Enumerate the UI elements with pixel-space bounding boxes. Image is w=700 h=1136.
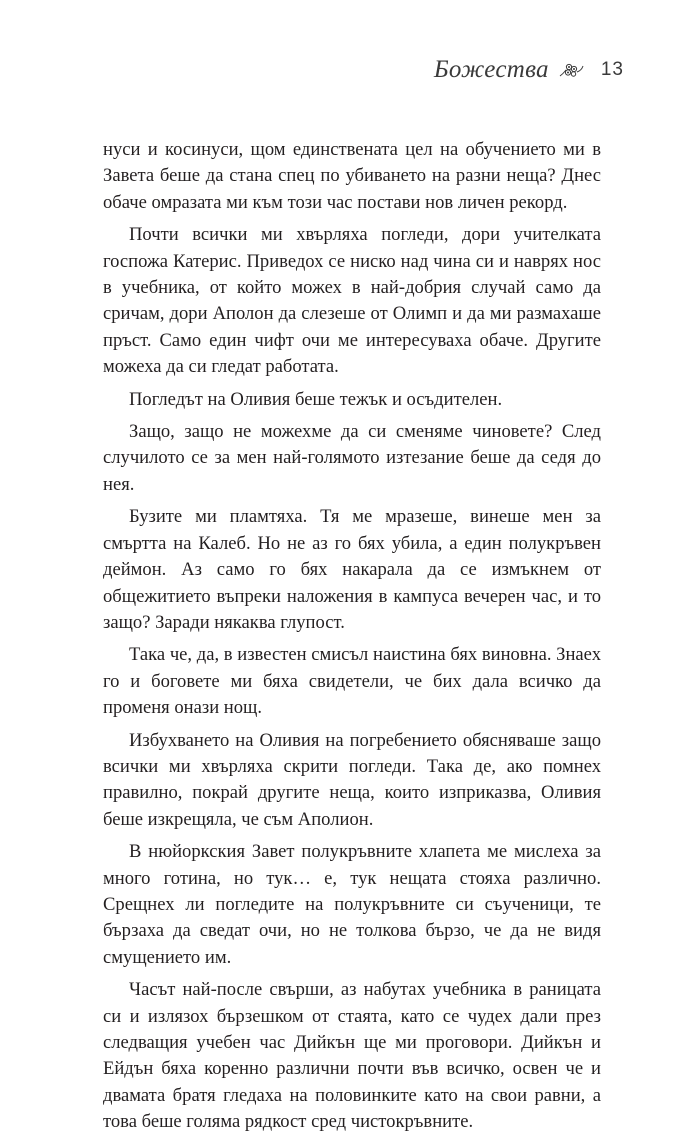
paragraph: Избухването на Оливия на погребението обясняваше защо всички ми хвърляха скрити погледи. Така де, ако помнех правилно, покрай другите неща, които изприказва, Оливия беше изкрещяла, че съм Аполион. [103,729,601,830]
paragraph: нуси и косинуси, щом единствената цел на обучението ми в Завета беше да стана спец по убиването на разни неща? Днес обаче омразата ми към този час постави нов личен рекорд. [103,139,601,213]
running-title: Божества [433,56,549,83]
paragraph: В нюйоркския Завет полукръвните хлапета ме мислеха за много готина, но тук… е, тук нещата стояха различно. Срещнех ли погледите на полукръвните си съученици, те бързаха да сведат очи, но не толкова бързо, че да не видя смущението им. [103,841,601,968]
page-number: 13 [600,59,624,80]
running-header [434,56,624,84]
body-text [103,137,601,1136]
paragraph: Бузите ми пламтяха. Тя ме мразеше, винеше мен за смъртта на Калеб. Но не аз го бях убила, а един полукръвен деймон. Аз само го бях накарала да се измъкнем от общежитието въпреки наложения в кампуса вечерен час, и то защо? Заради някаква глупост. [103,506,601,633]
paragraph: Почти всички ми хвърляха погледи, дори учителката госпожа Катерис. Приведох се ниско над чина си и наврях нос в учебника, от който можех в най-добрия случай само да сричам, дори Аполон да слезеше от Олимп и да ми размахаше пръст. Само един чифт очи ме интересуваха обаче. Другите можеха да си гледат работата. [103,224,601,378]
paragraph: Погледът на Оливия беше тежък и осъдителен. [129,388,503,410]
paragraph: Защо, защо не можехме да си сменяме чиновете? След случилото се за мен най-голямото изтезание беше да седя до нея. [103,421,601,495]
paragraph: Така че, да, в известен смисъл наистина бях виновна. Знаех го и боговете ми бяха свидетели, че бих дала всичко да променя онази нощ. [103,644,601,719]
paragraph: Часът най-после свърши, аз набутах учебника в раницата си и излязох бързешком от стаята, като се чудех дали през следващия учебен час Дийкън ще ми проговори. Дийкън и Ейдън бяха коренно различни почти във всичко, освен че и двамата братя гледаха на половинките като на свои равни, а това беше голяма рядкост сред чистокръвните. [103,979,601,1133]
floral-ornament-icon [557,60,585,80]
